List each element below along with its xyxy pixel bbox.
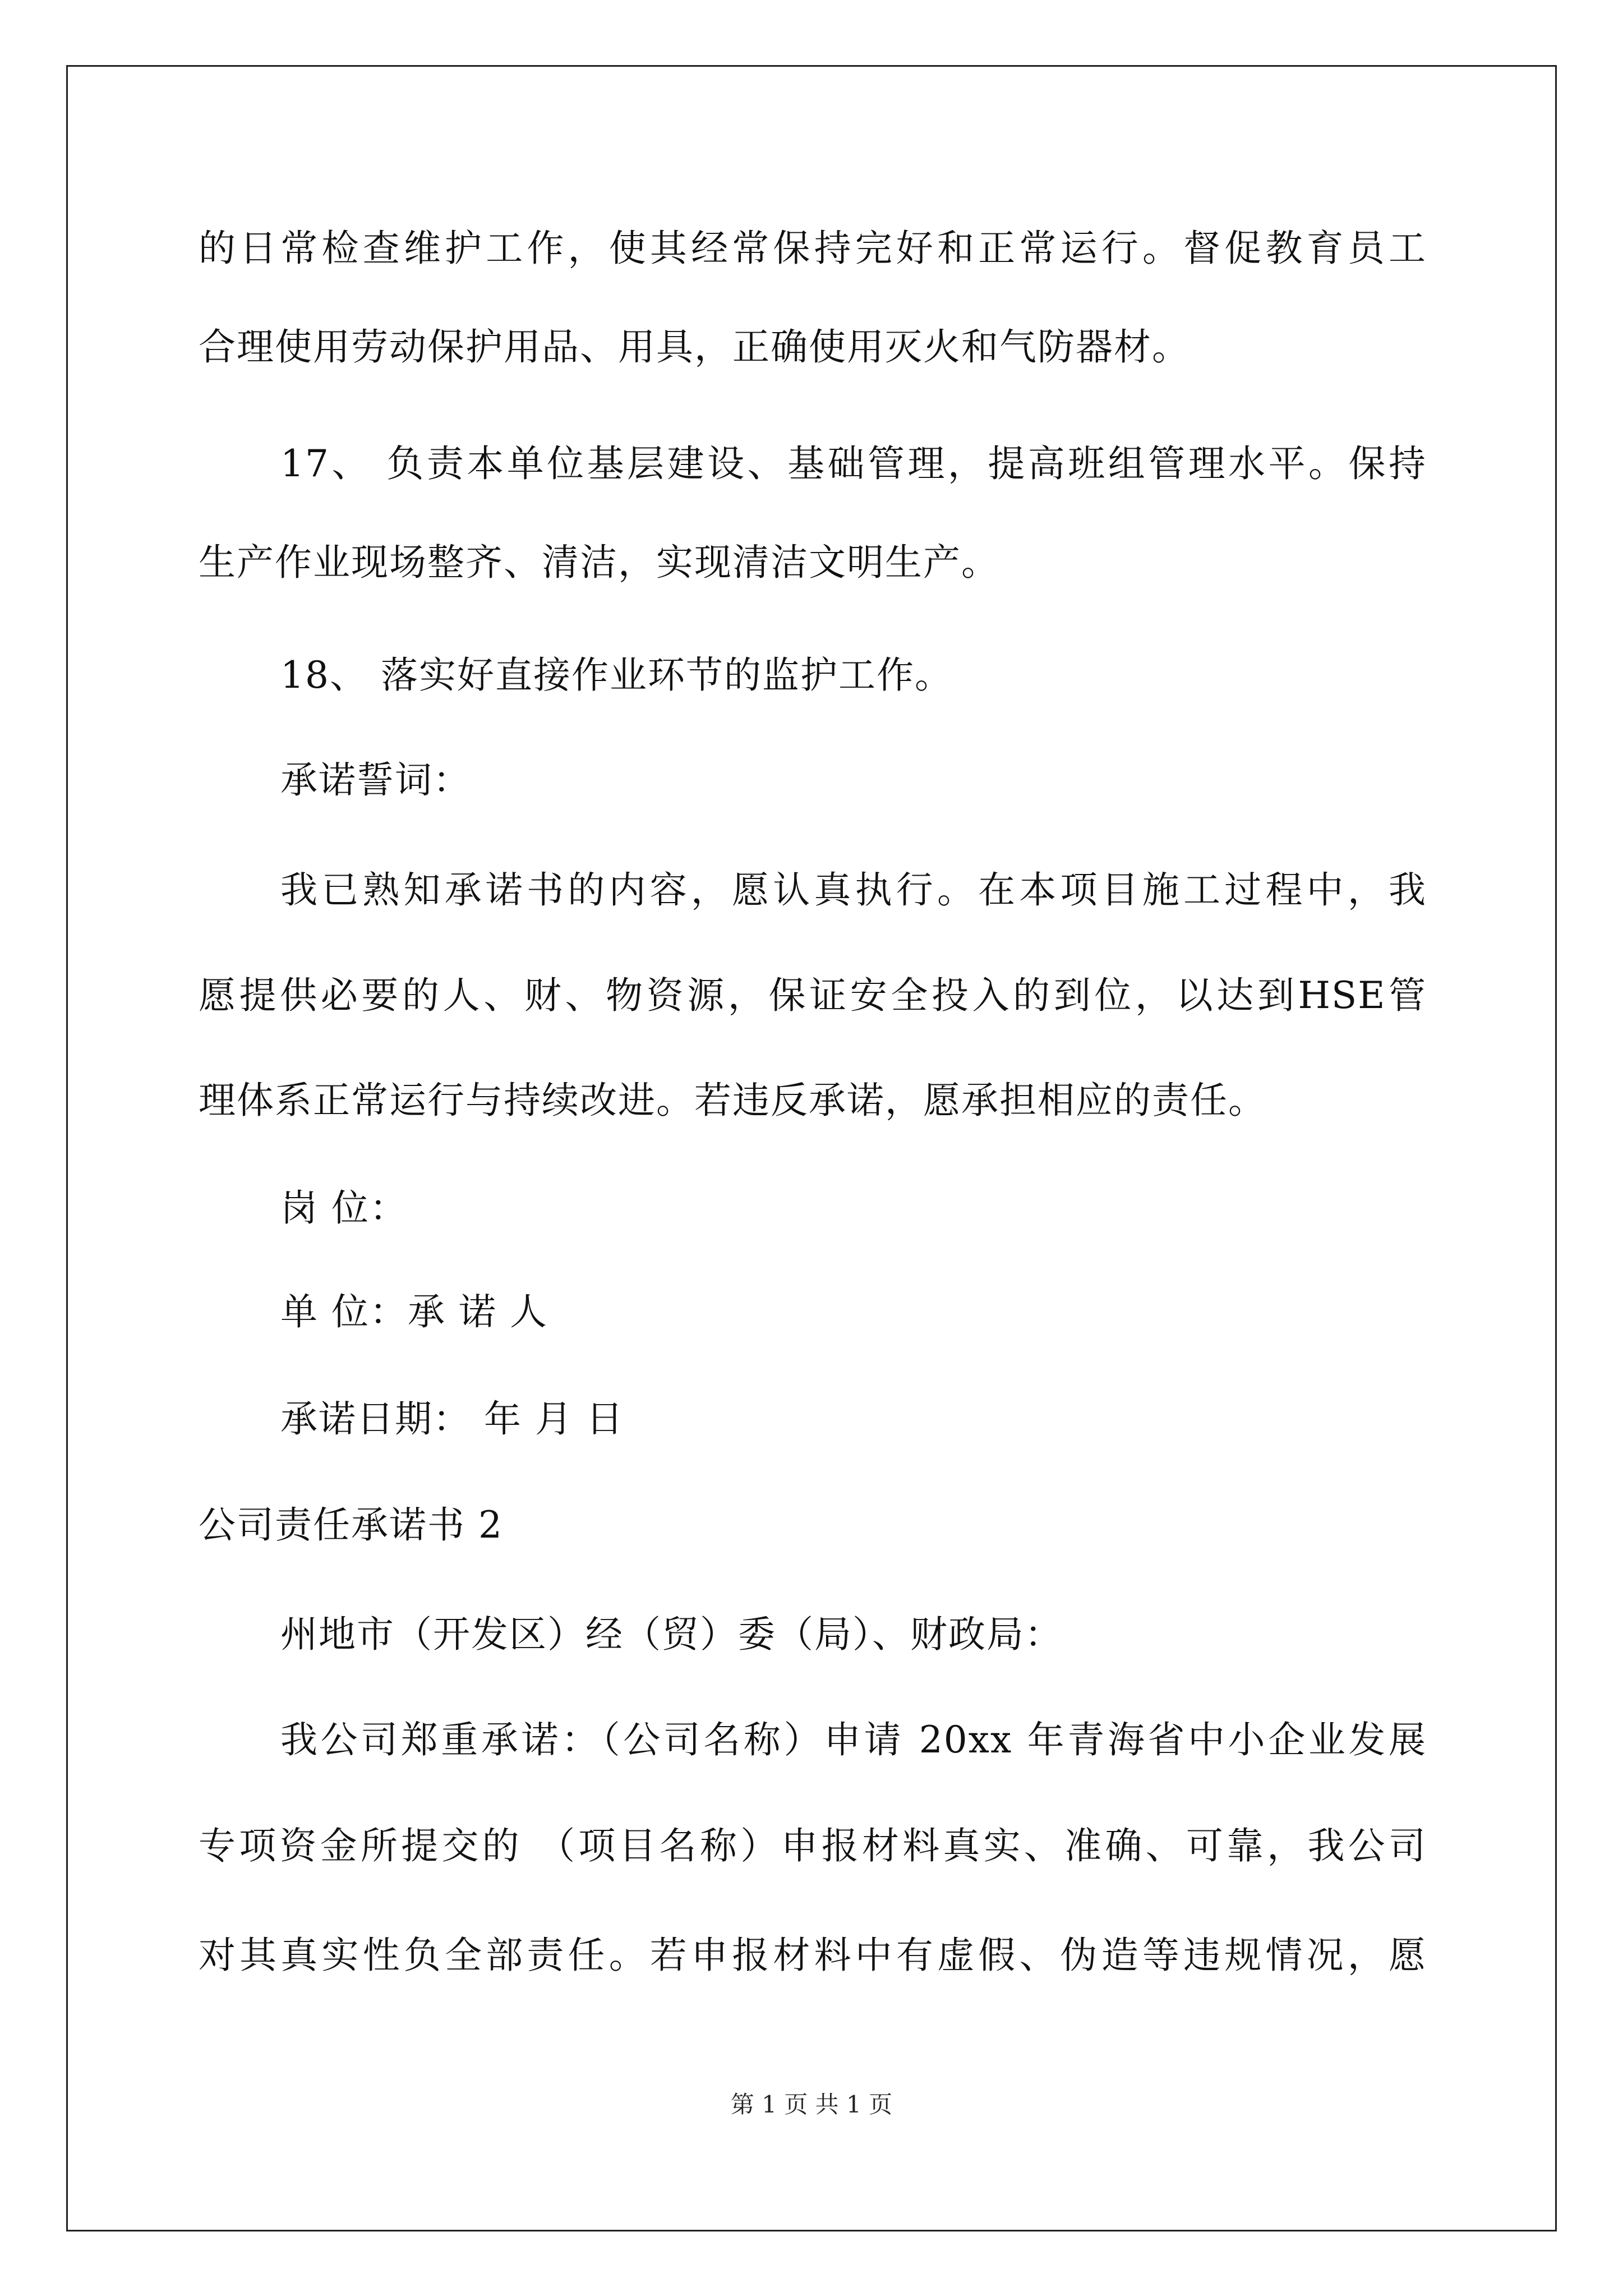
paragraph-line: 我公司郑重承诺：（公司名称）申请 20xx 年青海省中小企业发展 [280,1718,1427,1761]
paragraph-line: 生产作业现场整齐、清洁，实现清洁文明生产。 [199,541,999,584]
page-border [66,65,1557,2231]
paragraph-line: 18、 落实好直接作业环节的监护工作。 [280,654,953,697]
document-title: 公司责任承诺书 2 [199,1503,503,1547]
addressee-line: 州地市（开发区）经（贸）委（局）、财政局： [280,1613,1063,1656]
page-footer: 第 1 页 共 1 页 [730,2091,893,2118]
paragraph-line: 合理使用劳动保护用品、用具，正确使用灭火和气防器材。 [199,325,1190,369]
paragraph-line: 的日常检查维护工作，使其经常保持完好和正常运行。督促教育员工 [199,227,1427,270]
signature-field-unit: 单 位：承 诺 人 [280,1290,548,1333]
signature-field-position: 岗 位： [280,1186,408,1230]
paragraph-line: 专项资金所提交的 （项目名称）申报材料真实、准确、可靠，我公司 [199,1824,1427,1867]
paragraph-line: 我已熟知承诺书的内容，愿认真执行。在本项目施工过程中，我 [280,868,1427,912]
paragraph-line: 对其真实性负全部责任。若申报材料中有虚假、伪造等违规情况，愿 [199,1934,1427,1977]
signature-field-date: 承诺日期： 年 月 日 [280,1397,624,1441]
paragraph-line: 17、 负责本单位基层建设、基础管理，提高班组管理水平。保持 [280,442,1427,485]
paragraph-line: 愿提供必要的人、财、物资源，保证安全投入的到位，以达到HSE管 [199,974,1427,1017]
paragraph-line: 理体系正常运行与持续改进。若违反承诺，愿承担相应的责任。 [199,1079,1266,1122]
section-heading: 承诺誓词： [280,758,471,802]
